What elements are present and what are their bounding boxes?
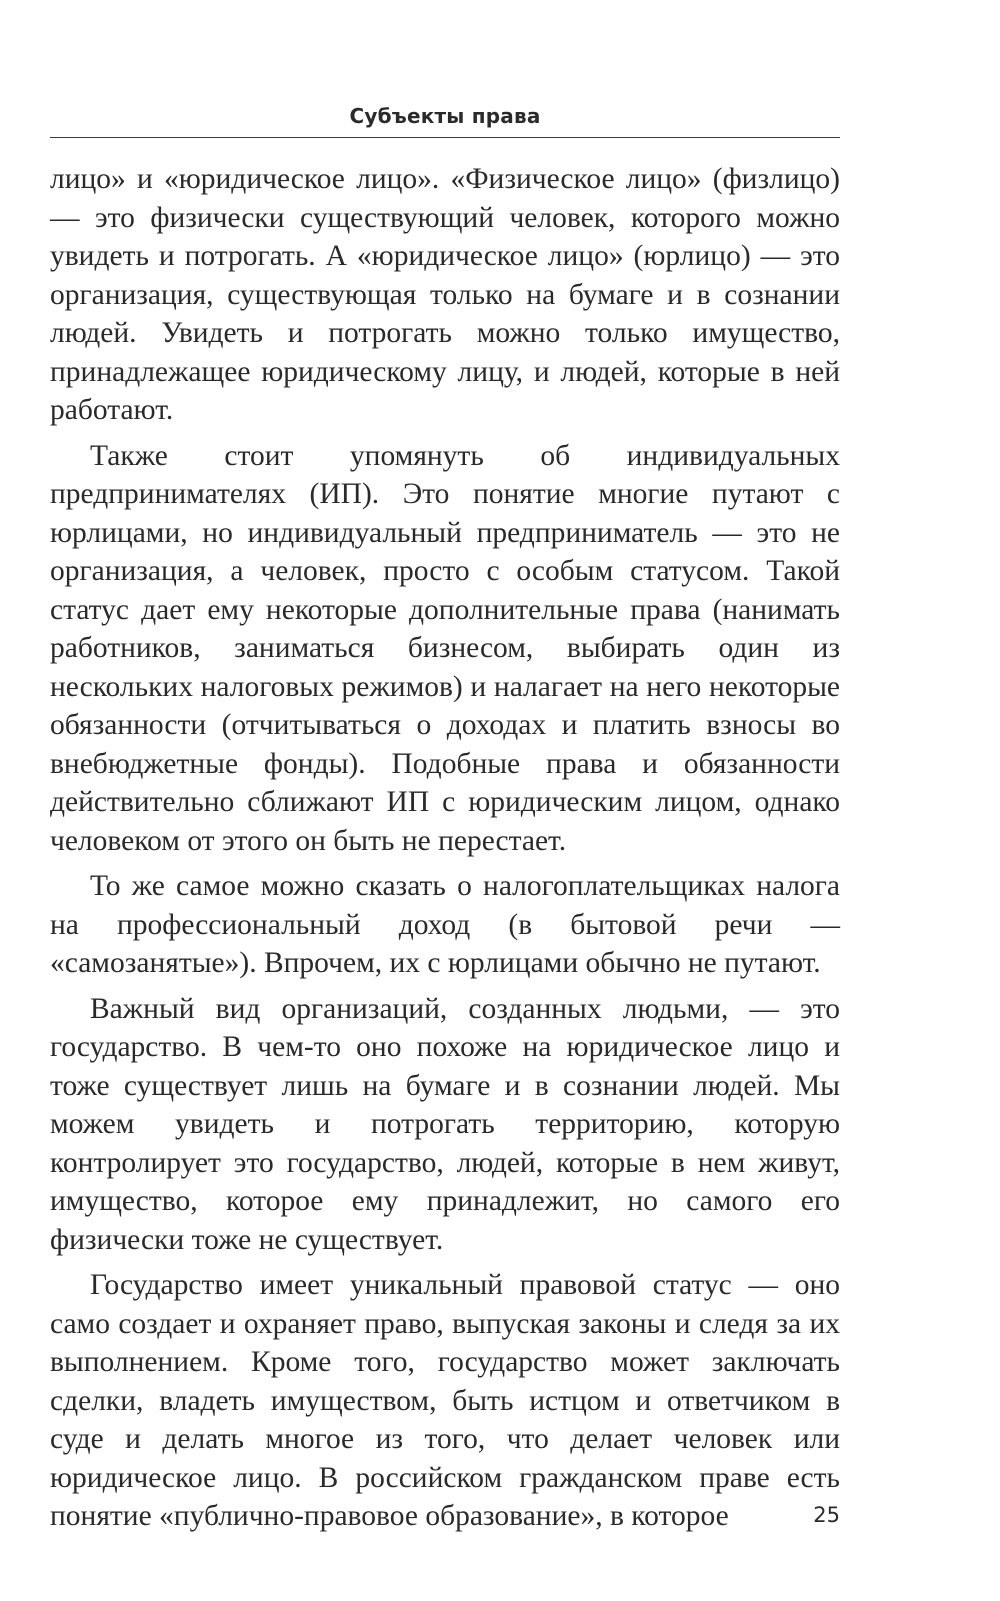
- page-body: [50, 160, 840, 1543]
- paragraph-2: Также стоит упомянуть об индивидуальных предпринимателях (ИП). Это понятие многие путают с юрлицами, но индивидуальный предприниматель — это не организация, а человек, просто с особым статусом. Такой статус дает ему некоторые дополнительные права (нанимать работников, заниматься бизнесом, выбирать один из нескольких налоговых режимов) и налагает на него некоторые обязанности (отчитываться о доходах и платить взносы во внебюджетные фонды). Подобные права и обязанности действительно сближают ИП с юридическим лицом, однако человеком от этого он быть не перестает.: [50, 439, 840, 857]
- page-number: 25: [813, 1503, 840, 1527]
- paragraph-4: Важный вид организаций, созданных людьми, — это государство. В чем-то оно похоже на юридическое лицо и тоже существует лишь на бумаге и в сознании людей. Мы можем увидеть и потрогать территорию, которую контролирует это государство, людей, которые в нем живут, имущество, которое ему принадлежит, но самого его физически тоже не существует.: [50, 992, 840, 1256]
- paragraph-3: То же самое можно сказать о налогоплательщиках налога на профессиональный доход (в бытовой речи — «самозанятые»). Впрочем, их с юрлицами обычно не путают.: [50, 870, 840, 979]
- header-rule: [50, 137, 840, 138]
- paragraph-5: Государство имеет уникальный правовой статус — оно само создает и охраняет право, выпуская законы и следя за их выполнением. Кроме того, государство может заключать сделки, владеть имуществом, быть истцом и ответчиком в суде и делать многое из того, что делает человек или юридическое лицо. В российском гражданском праве есть понятие «публично-правовое образование», в которое: [50, 1269, 840, 1532]
- running-head-title: Субъекты права: [349, 104, 541, 128]
- paragraph-1: лицо» и «юридическое лицо». «Физическое лицо» (физлицо) — это физически существующий человек, которого можно увидеть и потрогать. А «юридическое лицо» (юрлицо) — это организация, существующая только на бумаге и в сознании людей. Увидеть и потрогать можно только имущество, принадлежащее юридическому лицу, и людей, которые в ней работают.: [50, 163, 840, 426]
